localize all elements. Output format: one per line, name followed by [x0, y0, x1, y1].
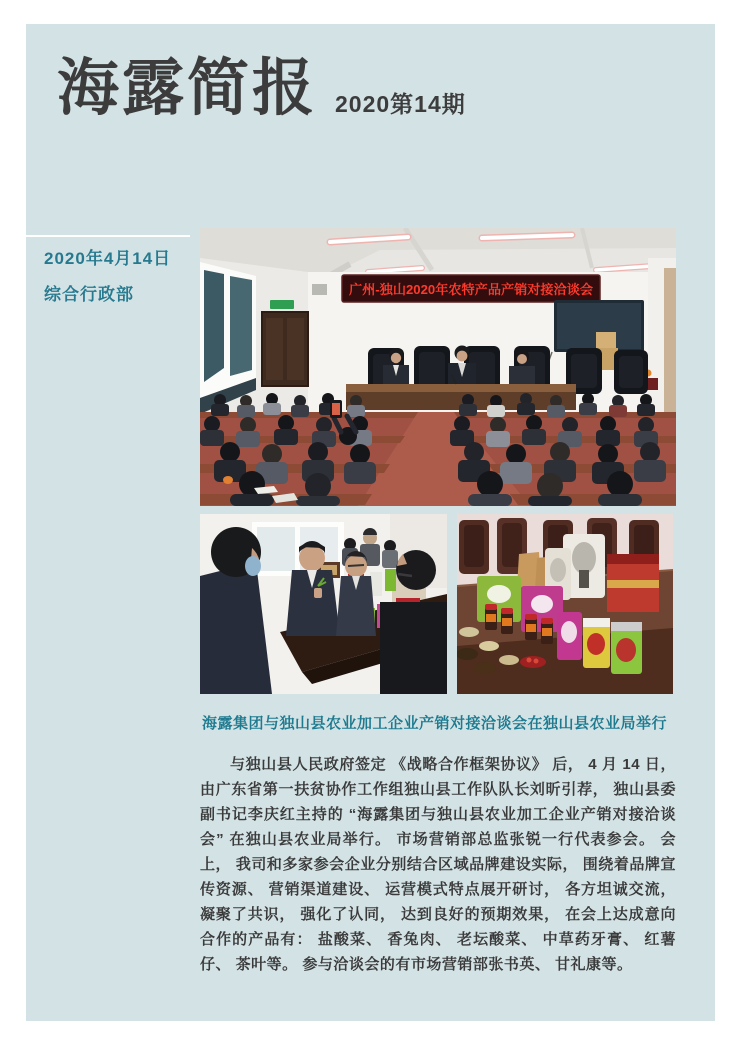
- banner-text: 广州-独山2020年农特产品产销对接洽谈会: [349, 282, 593, 297]
- green-box: [477, 576, 521, 622]
- divider-line: [26, 235, 190, 237]
- newsletter-title: 海露简报: [57, 54, 318, 123]
- article-body: 与独山县人民政府签定 《战略合作框架协议》 后， 4 月 14 日， 由广东省第一扶贫协作工作组独山县工作队队长刘昕引荐， 独山县委副书记李庆红主持的 “海露集团与独山县农业加工企业产销对接洽谈会” 在独山县农业局举行。 市场营销部总监张锐一行代表参会。 会上， 我司和多家参会企业分别结合区域品牌建设实际， 围绕着品牌宣传资源、 营销渠道建设、 运营模式特点展开研讨， 各方坦诚交流， 凝聚了共识， 强化了认同， 达到良好的预期效果， 在会上达成意向合作的产品有： 盐酸菜、 香兔肉、 老坛酸菜、 中草药牙膏、 红薯仔、 茶叶等。 参与洽谈会的有市场营销部张书英、 甘礼康等。: [200, 756, 676, 973]
- phone-screen: [332, 403, 340, 415]
- issue-number: 2020第14期: [335, 91, 466, 117]
- product-tour-photo: [200, 514, 447, 694]
- exit-sign: [270, 300, 294, 309]
- meeting-room-photo: [200, 228, 676, 506]
- wall-speaker: [312, 284, 327, 295]
- masthead: [57, 56, 466, 122]
- article-headline: 海露集团与独山县农业加工企业产销对接洽谈会在独山县农业局举行: [202, 715, 668, 732]
- hands: [314, 588, 322, 598]
- department-label: 综合行政部: [44, 285, 134, 304]
- products-table-photo: [457, 514, 673, 694]
- orange-on-bench: [223, 476, 233, 484]
- cardboard-box: [596, 332, 616, 348]
- face-mask: [245, 556, 261, 576]
- led-banner: [342, 275, 600, 302]
- curtain: [664, 268, 676, 418]
- publish-date: 2020年4月14日: [44, 249, 172, 268]
- red-gift-box: [607, 554, 659, 612]
